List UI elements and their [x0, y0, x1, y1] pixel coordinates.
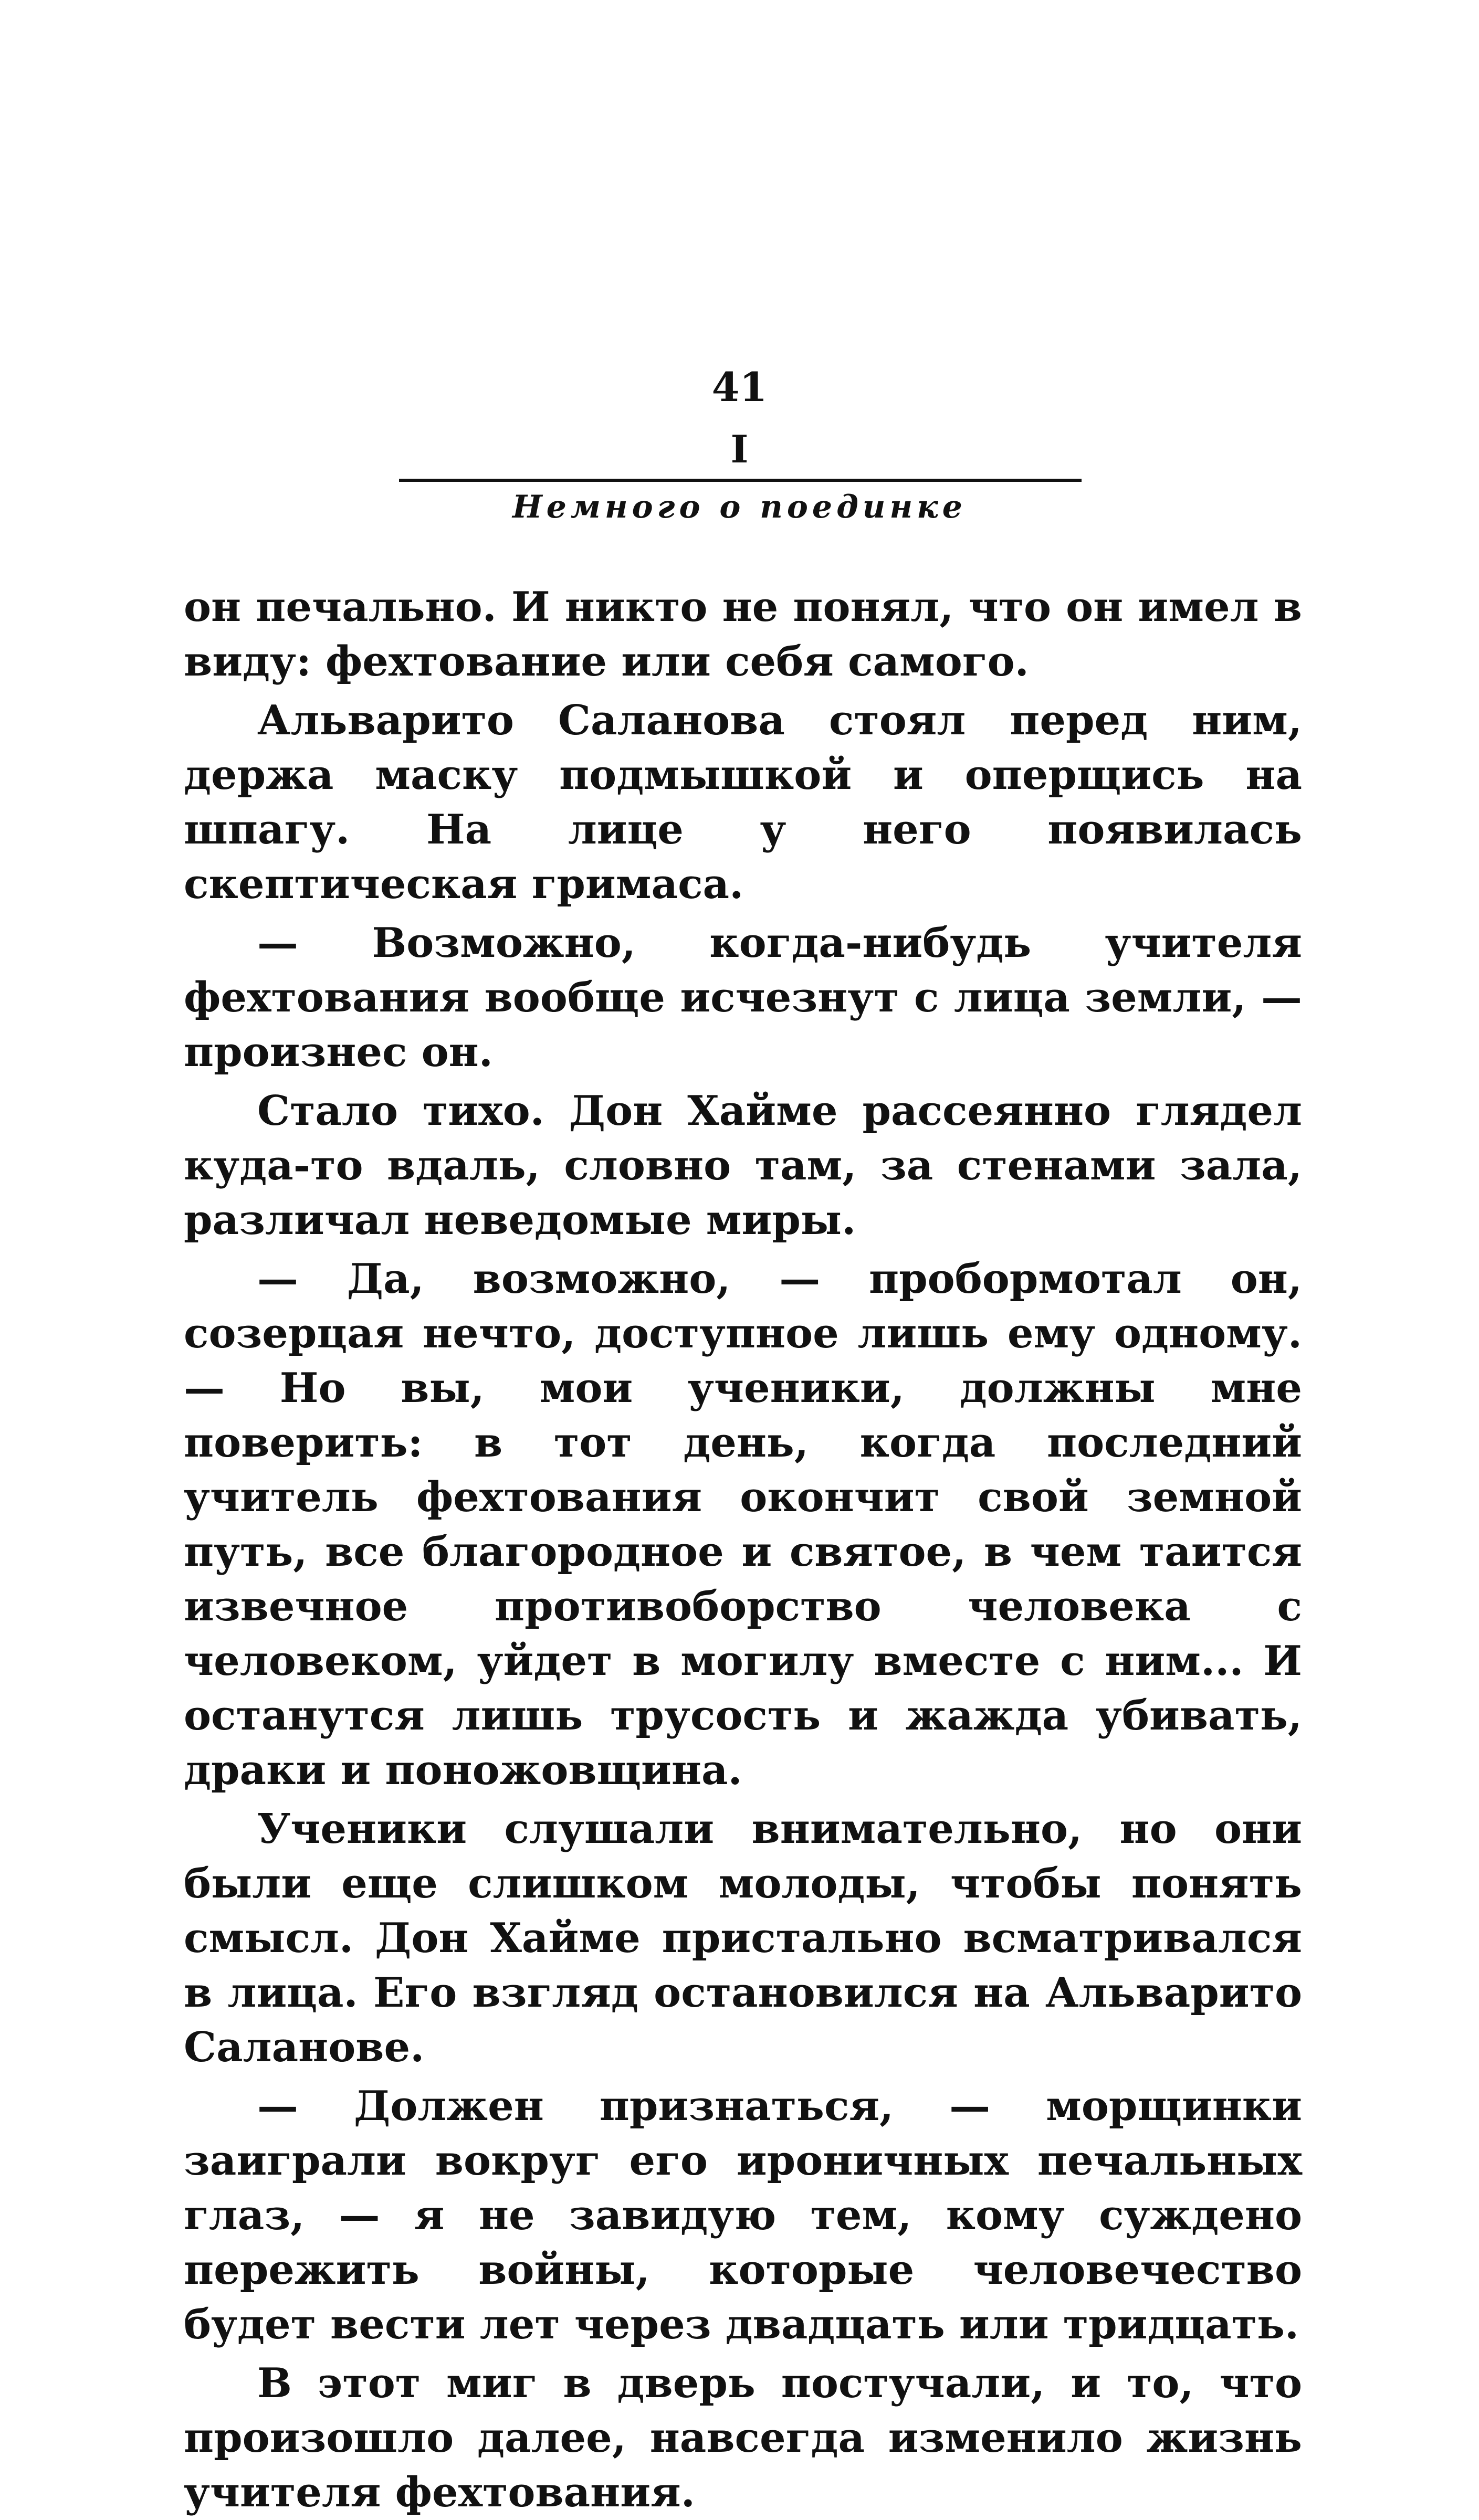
chapter-title: Немного о поединке: [512, 489, 967, 525]
paragraph: он печально. И никто не понял, что он имел в виду: фехтование или себя самого.: [184, 583, 1302, 686]
paragraph: Ученики слушали внимательно, но они были еще слишком молоды, чтобы понять смысл. Дон Хайме пристально всматривался в лица. Его взгляд остановился на Альварито Саланове.: [184, 1805, 1302, 2071]
paragraph: Альварито Саланова стоял перед ним, держа маску подмышкой и оперщись на шпагу. На лице у него появилась скептическая гримаса.: [184, 697, 1302, 908]
paragraph: — Возможно, когда-нибудь учителя фехтования вообще исчезнут с лица земли, — произнес он.: [184, 919, 1302, 1076]
header-divider: [399, 479, 1082, 482]
paragraph: — Должен признаться, — морщинки заиграли вокруг его ироничных печальных глаз, — я не завидую тем, кому суждено пережить войны, которые человечество будет вести лет через двадцать или тридцать.: [184, 2082, 1302, 2348]
body-text: [184, 580, 1302, 2520]
chapter-number: I: [730, 427, 749, 471]
paragraph: — Да, возможно, — пробормотал он, созерцая нечто, доступное лишь ему одному. — Но вы, мои ученики, должны мне поверить: в тот день, когда последний учитель фехтования окончит свой земной путь, все благородное и святое, в чем таится извечное противоборство человека с человеком, уйдет в могилу вместе с ним... И останутся лишь трусость и жажда убивать, драки и поножовщина.: [184, 1255, 1302, 1794]
paragraph: В этот миг в дверь постучали, и то, что произошло далее, навсегда изменило жизнь учителя фехтования.: [184, 2359, 1302, 2516]
paragraph: Стало тихо. Дон Хайме рассеянно глядел куда-то вдаль, словно там, за стенами зала, различал неведомые миры.: [184, 1087, 1302, 1244]
page-number: 41: [711, 364, 768, 410]
